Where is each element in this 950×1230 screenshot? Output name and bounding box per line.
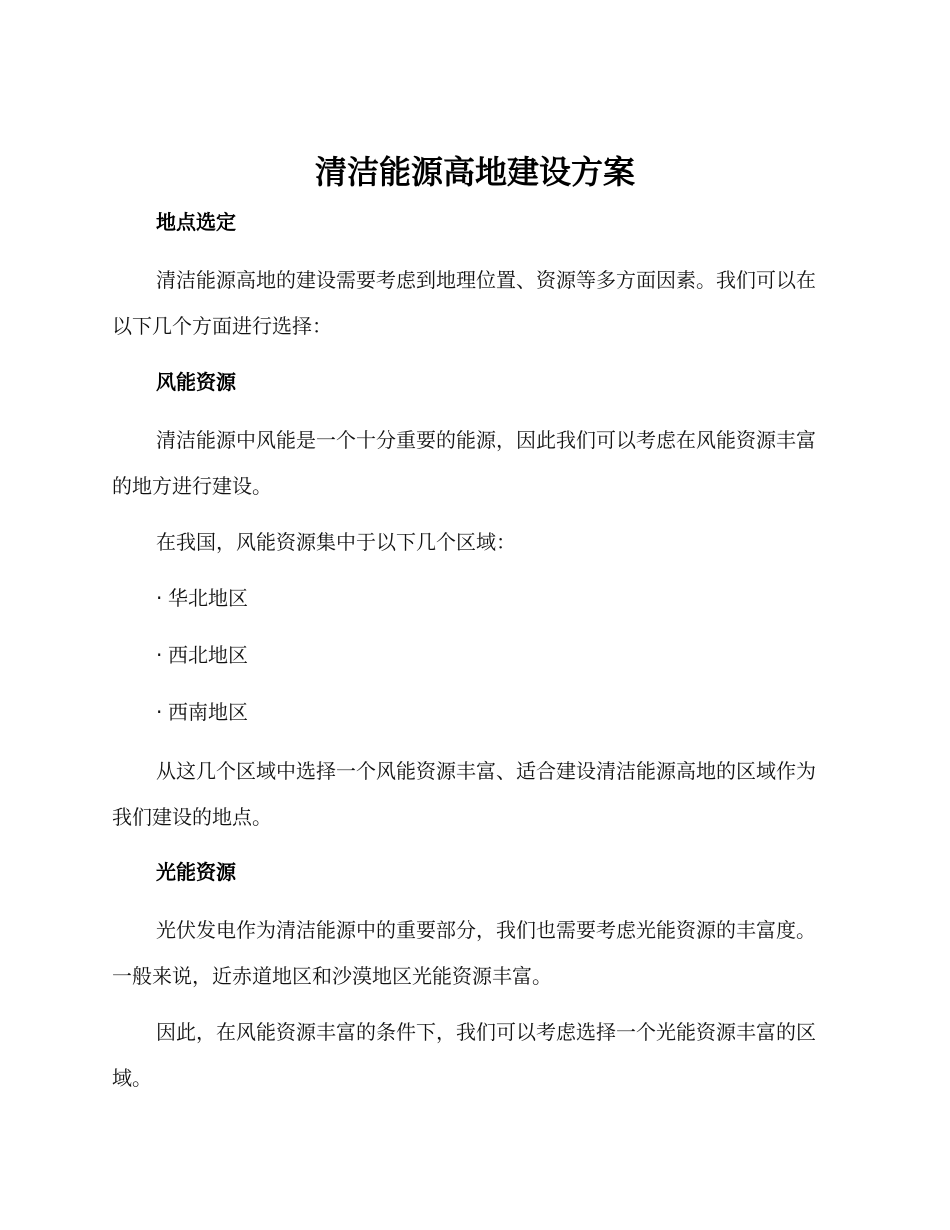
bullet-marker: ·: [156, 643, 163, 667]
wind-paragraph-1: 清洁能源中风能是一个十分重要的能源，因此我们可以考虑在风能资源丰富的地方进行建设。: [112, 428, 816, 498]
section-heading-solar: 光能资源: [156, 860, 236, 884]
bullet-marker: ·: [156, 700, 163, 724]
bullet-marker: ·: [156, 586, 163, 610]
list-item-label: 华北地区: [168, 586, 248, 610]
solar-paragraph-1: 光伏发电作为清洁能源中的重要部分，我们也需要考虑光能资源的丰富度。一般来说，近赤道地区和沙漠地区光能资源丰富。: [112, 918, 816, 988]
list-item: [156, 641, 248, 669]
document-title: 清洁能源高地建设方案: [314, 153, 635, 191]
wind-paragraph-3: 从这几个区域中选择一个风能资源丰富、适合建设清洁能源高地的区域作为我们建设的地点。: [112, 759, 816, 829]
list-item: [156, 584, 248, 612]
section-heading-wind: 风能资源: [156, 370, 236, 394]
wind-paragraph-2: 在我国，风能资源集中于以下几个区域：: [156, 530, 516, 554]
solar-paragraph-2: 因此，在风能资源丰富的条件下，我们可以考虑选择一个光能资源丰富的区域。: [112, 1020, 816, 1090]
section-heading-site: 地点选定: [156, 210, 236, 234]
list-item-label: 西北地区: [168, 643, 248, 667]
site-intro-paragraph: 清洁能源高地的建设需要考虑到地理位置、资源等多方面因素。我们可以在以下几个方面进行选择：: [112, 268, 816, 338]
list-item-label: 西南地区: [168, 700, 248, 724]
list-item: [156, 698, 248, 726]
